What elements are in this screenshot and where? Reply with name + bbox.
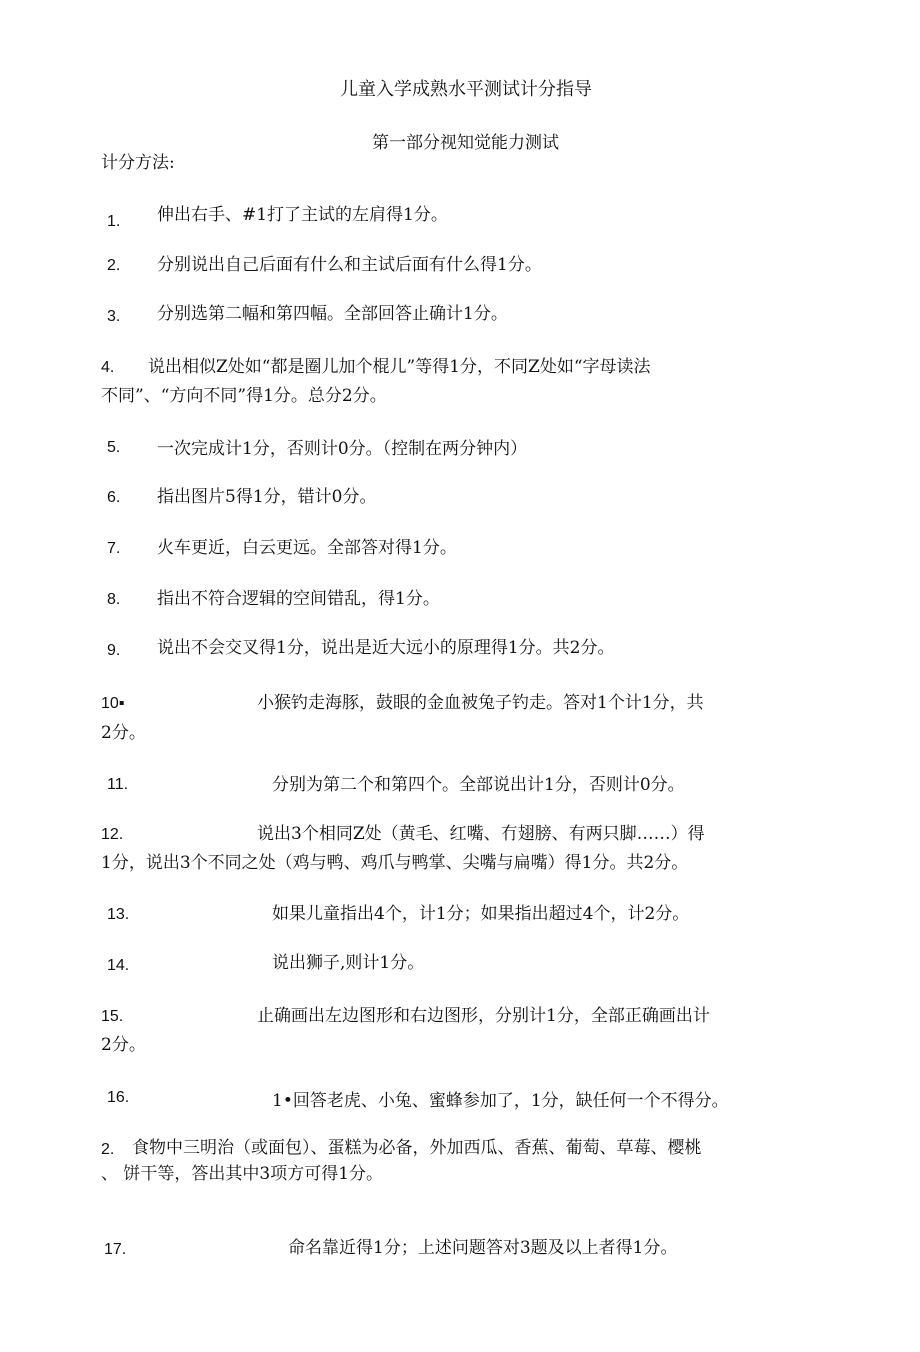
item-text-continued: 2分。 <box>101 723 146 743</box>
item-number: 2. <box>107 257 121 274</box>
item-number: 16. <box>107 1089 130 1106</box>
item-text-continued: 2分。 <box>101 1035 146 1055</box>
item-number: 14. <box>107 957 130 974</box>
item-text-continued: 、 饼干等，答出其中3项方可得1分。 <box>101 1164 384 1184</box>
item-number: 17. <box>104 1241 127 1258</box>
item-number: 11. <box>107 776 129 793</box>
item-text: 指出不符合逻辑的空间错乱，得1分。 <box>157 589 440 609</box>
item-number: 7. <box>107 540 121 557</box>
item-number: 1. <box>107 213 121 230</box>
item-text: 如果儿童指出4个，计1分；如果指出超过4个，计2分。 <box>272 904 690 924</box>
section-subtitle: 第一部分视知觉能力测试 <box>372 133 559 153</box>
item-number: 12. <box>101 826 124 843</box>
item-text: 分别为第二个和第四个。全部说出计1分，否则计0分。 <box>272 775 685 795</box>
item-text: 1•回答老虎、小兔、蜜蜂参加了，1分，缺任何一个不得分。 <box>272 1091 729 1111</box>
item-text: 分别说出自己后面有什么和主试后面有什么得1分。 <box>157 255 542 275</box>
item-text: 一次完成计1分，否则计0分。（控制在两分钟内） <box>157 439 528 459</box>
item-text: 伸出右手、#1打了主试的左肩得1分。 <box>157 205 448 225</box>
item-number: 3. <box>107 308 121 325</box>
item-text: 说出狮子,则计1分。 <box>272 953 425 973</box>
item-text: 说出不会交叉得1分，说出是近大远小的原理得1分。共2分。 <box>157 638 615 658</box>
item-text: 食物中三明治（或面包）、蛋糕为必备，外加西瓜、香蕉、葡萄、草莓、樱桃 <box>132 1138 702 1158</box>
item-text-continued: 不同”、“方向不同”得1分。总分2分。 <box>101 386 387 406</box>
item-text: 分别选第二幅和第四幅。全部回答止确计1分。 <box>157 304 508 324</box>
item-text-continued: 1分，说出3个不同之处（鸡与鸭、鸡爪与鸭掌、尖嘴与扁嘴）得1分。共2分。 <box>101 853 689 873</box>
item-text: 说出相似Z处如“都是圈儿加个棍儿”等得1分，不同Z处如“字母读法 <box>148 357 651 377</box>
item-number: 15. <box>101 1008 124 1025</box>
item-number: 2. <box>101 1141 115 1158</box>
item-text: 说出3个相同Z处（黄毛、红嘴、冇翅膀、有两只脚……）得 <box>257 824 705 844</box>
item-text: 指出图片5得1分，错计0分。 <box>157 487 377 507</box>
item-text: 小猴钓走海豚，鼓眼的金血被兔子钓走。答对1个计1分，共 <box>257 693 704 713</box>
item-number: 8. <box>107 591 121 608</box>
item-number: 13. <box>107 906 130 923</box>
item-number: 9. <box>107 642 121 659</box>
item-text: 命名靠近得1分；上述问题答对3题及以上者得1分。 <box>288 1238 678 1258</box>
item-number: 10▪ <box>101 695 125 712</box>
document-title: 儿童入学成熟水平测试计分指导 <box>340 79 592 100</box>
item-number: 5. <box>107 439 121 456</box>
method-label: 计分方法: <box>101 153 175 173</box>
item-text: 火车更近，白云更远。全部答对得1分。 <box>157 538 457 558</box>
item-number: 6. <box>107 489 121 506</box>
item-text: 止确画出左边图形和右边图形，分别计1分，全部正确画出计 <box>257 1006 710 1026</box>
item-number: 4. <box>101 359 115 376</box>
